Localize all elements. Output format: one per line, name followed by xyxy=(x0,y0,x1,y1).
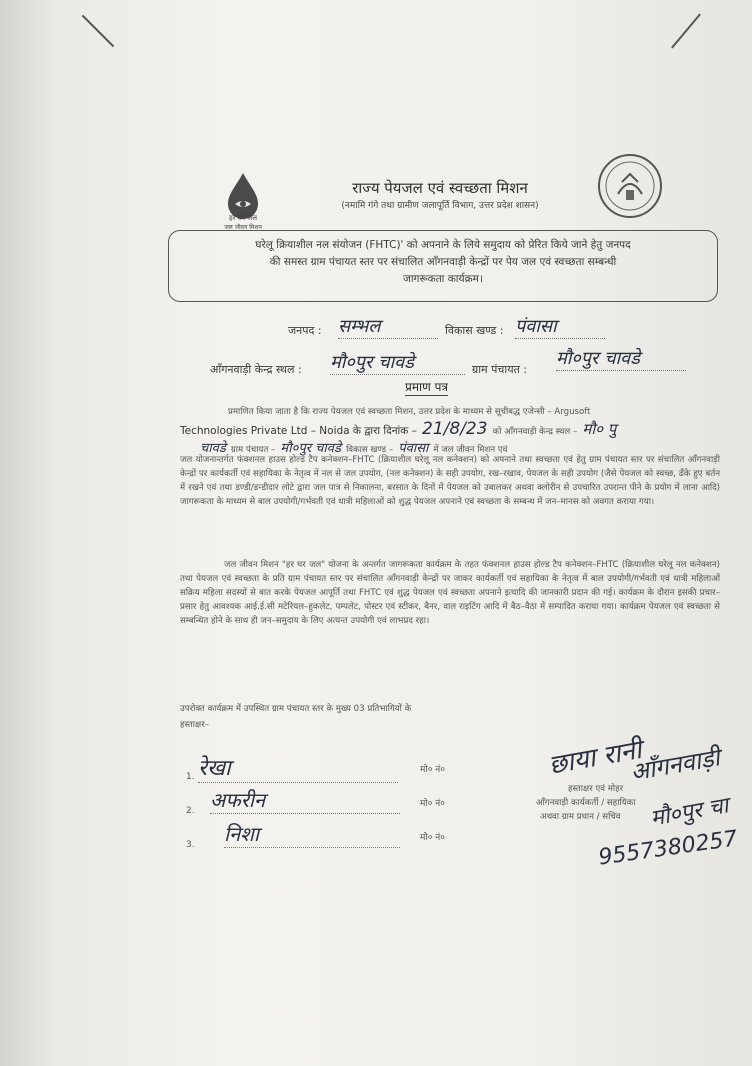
center-label: आँगनवाड़ी केन्द्र स्थल : xyxy=(210,363,302,376)
participant-3-signature: निशा xyxy=(224,820,400,848)
up-government-seal-icon xyxy=(596,152,664,220)
official-line-2: आँगनवाड़ी कार्यकर्ती / सहायिका xyxy=(536,798,636,808)
date-value: 21/8/23 xyxy=(422,419,488,439)
program-line-3: जागरूकता कार्यक्रम। xyxy=(403,273,483,285)
block-label-inline: विकास खण्ड – xyxy=(346,445,394,455)
participant-1-phone-label: मो० नं० xyxy=(420,765,445,775)
official-stamp-line-2: मौ०पुर चा xyxy=(648,793,731,832)
logo-subcaption: जल जीवन मिशन xyxy=(224,224,262,231)
paragraph-1-body: जल योजनान्तर्गत फंक्शनल हाउस होल्ड टैप कनेक्शन–FHTC (क्रियाशील घरेलू नल कनेक्शन) को अपनाने तथा स्वच्छता एवं हेतु ग्राम पंचायत स्तर पर संचालित आँगनवाड़ी केन्द्रों पर कार्यकर्ती एवं सहायिका के नेतृत्व में नल से जल उपयोग, (नल कनेक्शन) के सही उपयोग, रख–रखाव, पेयजल के सही उपयोग (जैसे पेयजल को स्वच्छ, ढँके हुए बर्तन में रखने एवं तथा डण्डी/डन्डीदार लोटे द्वारा जल पात्र से निकालना, बरसात के दिनों में पेयजल को उबालकर अथवा क्लोरीन से उपचारित उपरान्त पीने के प्रयोग में लाना आदि) जागरूकता के माध्यम से बाल उपयोगी/गर्भवती एवं धात्री महिलाओं को शुद्ध पेयजल अपनाने एवं स्वच्छता के सम्बन्ध में जन–मानस को अवगत कराया गया। xyxy=(180,455,720,507)
official-phone: 9557380257 xyxy=(596,826,740,871)
official-line-1: हस्ताक्षर एवं मोहर xyxy=(568,784,624,794)
center-value: मौ०पुर चावडे xyxy=(330,350,465,375)
paragraph-2: जल जीवन मिशन "हर घर जल" योजना के अन्तर्गत जागरूकता कार्यक्रम के तहत फंक्शनल हाउस होल्ड टैप कनेक्शन–FHTC (क्रियाशील घरेलू नल कनेक्शन) तथा पेयजल एवं स्वच्छता के प्रति ग्राम पंचायत स्तर पर संचालित आँगनवाड़ी केन्द्रों पर जाकर कार्यकर्ती एवं सहायिका के नेतृत्व में बाल उपयोगी/गर्भवती एवं धात्री महिलाओं सक्रिय महिला सदस्यों से बात करके पेयजल आपूर्ति तथा FHTC एवं शुद्ध पेयजल एवं स्वच्छता अपनाने इत्यादि की जानकारी प्रदान की गई। कार्यक्रम के दौरान इसकी प्रचार–प्रसार हेतु आवश्यक आई.ई.सी मटेरियल–हुकलेट, पम्पलेट, पोस्टर एवं स्टीकर, बैनर, वाल राइटिंग आदि में बैठ–वैठा में सम्पादित कराया गया। कार्यक्रम पेयजल एवं स्वच्छता से सम्बन्धित होने के साथ ही जन–समुदाय के लिए अत्यन्त उपयोगी एवं लाभप्रद रहा। xyxy=(180,560,720,626)
participant-1-number: 1. xyxy=(186,772,195,782)
signature-label: हस्ताक्षर– xyxy=(180,720,210,730)
block-label: विकास खण्ड : xyxy=(445,324,504,337)
mission-subtitle: (नमामि गंगे तथा ग्रामीण जलापूर्ति विभाग, उत्तर प्रदेश शासन) xyxy=(341,201,539,211)
block-value: पंवासा xyxy=(515,314,605,339)
district-value: सम्भल xyxy=(338,314,438,339)
logo-caption: हर घर जल xyxy=(229,214,257,222)
district-label: जनपद : xyxy=(288,324,322,337)
certificate-title: प्रमाण पत्र xyxy=(405,380,449,394)
participant-2-number: 2. xyxy=(186,806,195,816)
paragraph-1-line-1: प्रमाणित किया जाता है कि राज्य पेयजल एवं स्वच्छता मिशन, उत्तर प्रदेश के माध्यम से सूचीबद्ध एजेन्सी – Argusoft xyxy=(228,407,591,417)
participant-1-signature: रेखा xyxy=(198,752,398,783)
participant-3-phone-label: मो० नं० xyxy=(420,833,445,843)
center-hand-cont: चावडे xyxy=(200,441,226,456)
signature-intro: उपरोक्त कार्यक्रम में उपस्थित ग्राम पंचायत स्तर के मुख्य 03 प्रतिभागियों के xyxy=(180,704,412,714)
mission-title: राज्य पेयजल एवं स्वच्छता मिशन xyxy=(352,179,528,197)
gp-hand: मौ०पुर चावडे xyxy=(280,441,341,456)
participant-2-signature: अफरीन xyxy=(210,786,400,814)
paragraph-1-line-2 xyxy=(180,419,720,439)
page-crease-right xyxy=(671,14,701,49)
program-line-2: की समस्त ग्राम पंचायत स्तर पर संचालित आँगनवाड़ी केन्द्रों पर पेय जल एवं स्वच्छता सम्बन्धी xyxy=(269,256,617,268)
official-line-3: अथवा ग्राम प्रधान / सचिव xyxy=(540,812,621,822)
agency-name: Technologies Private Ltd – Noida के द्वारा दिनांक – xyxy=(180,425,417,437)
program-line-1: घरेलू क्रियाशील नल संयोजन (FHTC)' को अपनाने के लिये समुदाय को प्रेरित किये जाने हेतु जनपद xyxy=(255,239,631,251)
center-hand: मौ० पु xyxy=(582,420,617,438)
official-stamp-line-1: आँगनवाड़ी xyxy=(628,743,722,787)
participant-3-number: 3. xyxy=(186,840,195,850)
gp-label-inline: ग्राम पंचायत – xyxy=(230,445,276,455)
gp-value: मौ०पुर चावडे xyxy=(556,346,686,371)
paragraph-1-line-3-end: में जल जीवन मिशन एवं xyxy=(433,445,508,455)
program-box xyxy=(168,230,718,302)
page-crease-left xyxy=(82,15,115,48)
center-site-label: को आँगनवाड़ी केन्द्र स्थल – xyxy=(492,427,578,437)
gp-label: ग्राम पंचायत : xyxy=(472,363,528,376)
official-signature: छाया रानी xyxy=(546,735,644,781)
participant-2-phone-label: मो० नं० xyxy=(420,799,445,809)
block-hand: पंवासा xyxy=(398,441,429,456)
